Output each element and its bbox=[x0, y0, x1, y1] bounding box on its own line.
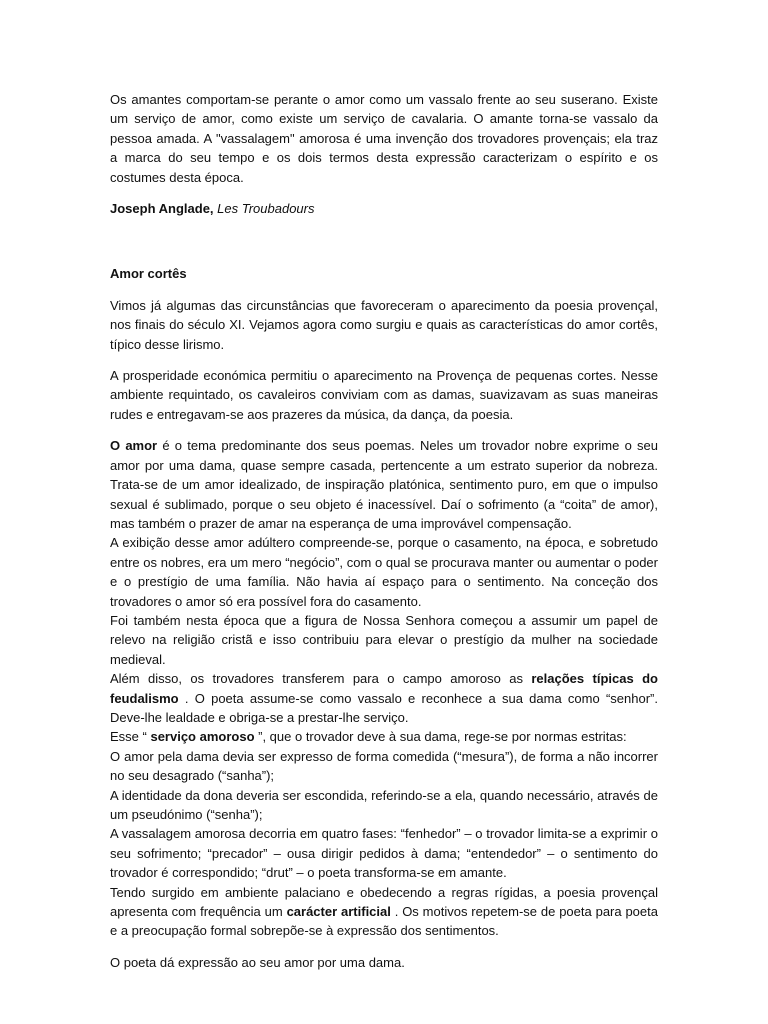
paragraph-circumstances: Vimos já algumas das circunstâncias que favoreceram o aparecimento da poesia provençal, nos finais do século XI. Vejamos agora como surgiu e quais as características do amor cortês, típico desse lirismo. bbox=[110, 297, 658, 352]
bold-feudalism: relações típicas do feudalismo bbox=[110, 671, 658, 706]
paragraph-adultery: A exibição desse amor adúltero compreende-se, porque o casamento, na época, e sobretudo entre os nobres, era um mero “negócio”, com o qual se procurava manter ou aumentar o poder e o prestígio de uma família. Não havia aí espaço para o sentimento. Na conceção dos trovadores o amor só era possível fora do casamento. bbox=[110, 535, 658, 609]
bold-carater-artificial: carácter artificial bbox=[286, 904, 391, 920]
section-heading: Amor cortês bbox=[110, 266, 187, 282]
paragraph-senha: A identidade da dona deveria ser escondida, referindo-se a ela, quando necessário, através de um pseudónimo (“senha”); bbox=[110, 787, 658, 822]
citation-author: Joseph Anglade, bbox=[110, 201, 214, 217]
paragraph-artificial: Tendo surgido em ambiente palaciano e obedecendo a regras rígidas, a poesia provençal apresenta com frequência um carácter artificial . Os motivos repetem-se de poeta para poeta e a preocupação formal sobrepõe-se à expressão dos sentimentos. bbox=[110, 884, 658, 939]
paragraph-prosperity: A prosperidade económica permitiu o aparecimento na Provença de pequenas cortes. Nesse ambiente requintado, os cavaleiros conviviam com as damas, suavizavam as suas maneiras rudes e entregavam-se aos prazeres da música, da dança, da poesia. bbox=[110, 368, 658, 422]
intro-quote: Os amantes comportam-se perante o amor como um vassalo frente ao seu suserano. Existe um serviço de amor, como existe um serviço de cavalaria. O amante torna-se vassalo da pessoa amada. A "vassalagem" amorosa é uma invenção dos trovadores provençais; ela traz a marca do seu tempo e os dois termos desta expressão caracterizam o espírito e os costumes desta época. bbox=[110, 92, 658, 185]
bold-servico-amoroso: serviço amoroso bbox=[150, 729, 255, 745]
paragraph-nossa-senhora: Foi também nesta época que a figura de Nossa Senhora começou a assumir um papel de relevo na religião cristã e isso contribuiu para elevar o prestígio da mulher na sociedade medieval. bbox=[110, 612, 658, 667]
paragraph-service: Esse “ serviço amoroso ”, que o trovador deve à sua dama, rege-se por normas estritas: bbox=[110, 729, 627, 745]
citation-work: Les Troubadours bbox=[217, 201, 315, 217]
paragraph-phases: A vassalagem amorosa decorria em quatro fases: “fenhedor” – o trovador limita-se a exprimir o seu sofrimento; “precador” – ousa dirigir pedidos à dama; “entendedor” – o sentimento do trovador é correspondido; “drut” – o poeta transforma-se em amante. bbox=[110, 826, 658, 881]
quote-citation bbox=[110, 199, 658, 218]
bold-o-amor: O amor bbox=[110, 438, 158, 454]
paragraph-mesura: O amor pela dama devia ser expresso de forma comedida (“mesura”), de forma a não incorrer no seu desagrado (“sanha”); bbox=[110, 748, 658, 784]
paragraph-feudalism: Além disso, os trovadores transferem para o campo amoroso as relações típicas do feudalismo . O poeta assume-se como vassalo e reconhece a sua dama como “senhor”. Deve-lhe lealdade e obriga-se a prestar-lhe serviço. bbox=[110, 671, 658, 725]
paragraph-closing: O poeta dá expressão ao seu amor por uma dama. bbox=[110, 954, 405, 970]
paragraph-love-theme: O amor é o tema predominante dos seus poemas. Neles um trovador nobre exprime o seu amor por uma dama, quase sempre casada, pertencente a um estrato superior da nobreza. Trata-se de um amor idealizado, de inspiração platónica, sentimento puro, em que o impulso sexual é sublimado, porque o seu objeto é inacessível. Daí o sofrimento (a “coita” de amor), mas também o prazer de amar na esperança de uma improvável compensação. bbox=[110, 438, 658, 531]
